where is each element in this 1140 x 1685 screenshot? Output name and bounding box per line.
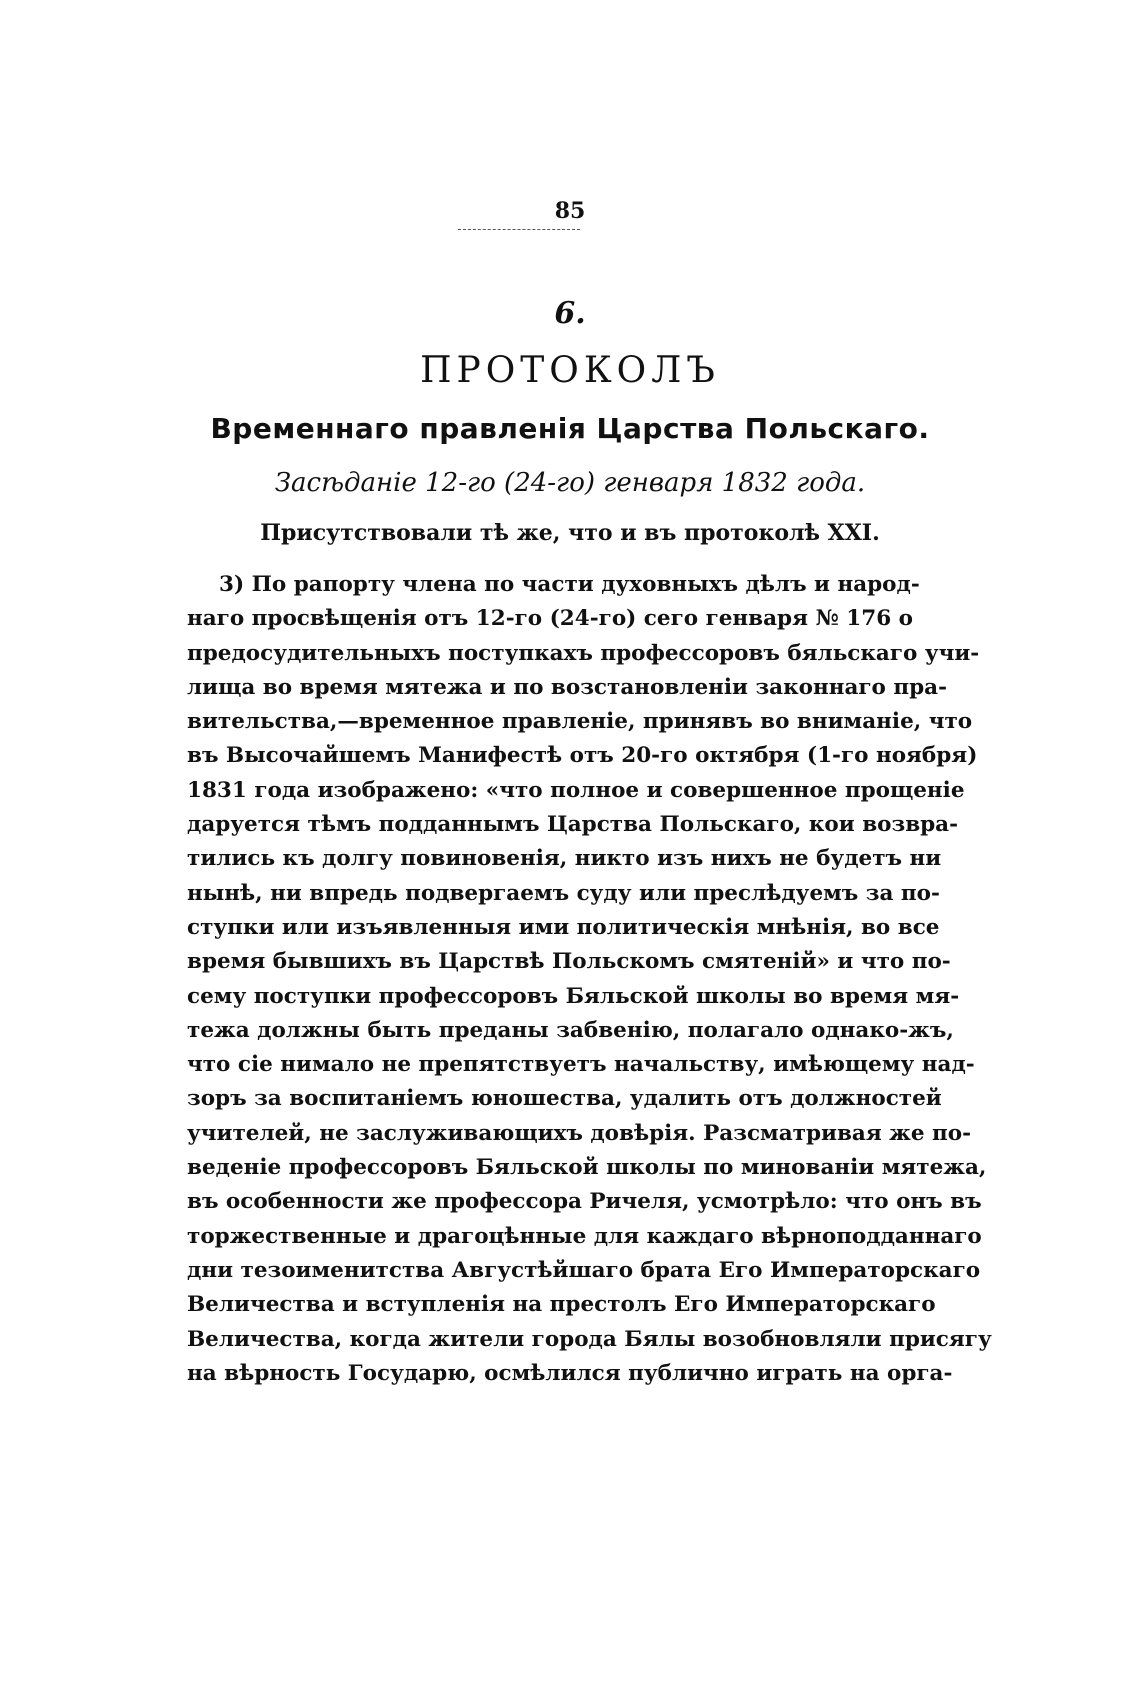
body-line: Величества, когда жители города Бялы возобновляли присягу (187, 1326, 992, 1352)
body-paragraph (187, 568, 992, 1391)
body-line: учителей, не заслуживающихъ довѣрія. Разсматривая же по- (187, 1120, 972, 1146)
body-line: тились къ долгу повиновенія, никто изъ нихъ не будетъ ни (187, 846, 942, 872)
body-line: предосудительныхъ поступкахъ профессоровъ бяльскаго учи- (187, 640, 980, 666)
body-line: нынѣ, ни впредь подвергаемъ суду или преслѣдуемъ за по- (187, 880, 940, 906)
body-line: 1831 года изображено: «что полное и совершенное прощеніе (187, 777, 965, 803)
body-line: ступки или изъявленныя ими политическія мнѣнія, во все (187, 914, 940, 940)
body-line: торжественные и драгоцѣнные для каждаго вѣрноподданнаго (187, 1223, 982, 1249)
body-line: время бывшихъ въ Царствѣ Польскомъ смятеній» и что по- (187, 949, 951, 975)
body-line: 3) По рапорту члена по части духовныхъ дѣлъ и народ- (219, 572, 920, 597)
body-line: что сіе нимало не препятствуетъ начальству, имѣющему над- (187, 1052, 975, 1078)
body-line: наго просвѣщенія отъ 12-го (24-го) сего генваря № 176 о (187, 606, 914, 632)
body-line: дни тезоименитства Августѣйшаго брата Его Императорскаго (187, 1257, 981, 1283)
body-line: зоръ за воспитаніемъ юношества, удалить отъ должностей (187, 1086, 942, 1112)
page-number: 85 (554, 198, 586, 224)
body-line: тежа должны быть преданы забвенію, полагало однако-жъ, (187, 1017, 954, 1043)
body-line: лища во время мятежа и по возстановленіи законнаго пра- (187, 674, 948, 700)
body-line: даруется тѣмъ подданнымъ Царства Польскаго, кои возвра- (187, 812, 959, 838)
document-title: ПРОТОКОЛЪ (420, 350, 720, 391)
body-line: въ особенности же профессора Ричеля, усмотрѣло: что онъ въ (187, 1189, 982, 1215)
body-line: въ Высочайшемъ Манифестѣ отъ 20-го октября (1-го ноября) (187, 743, 978, 769)
body-line: на вѣрность Государю, осмѣлился публично играть на орга- (187, 1360, 953, 1386)
body-line: веденіе профессоровъ Бяльской школы по минованіи мятежа, (187, 1155, 987, 1181)
body-line: вительства,—временное правленіе, принявъ во вниманіе, что (187, 709, 973, 735)
body-line: Величества и вступленія на престолъ Его Императорскаго (187, 1292, 936, 1318)
attendance-line: Присутствовали тѣ же, что и въ протоколѣ XXI. (260, 520, 880, 546)
session-date: Засѣданіе 12-го (24-го) генваря 1832 года. (274, 468, 866, 498)
document-number: 6. (554, 296, 586, 331)
body-line: сему поступки профессоровъ Бяльской школы во время мя- (187, 983, 960, 1009)
page-number-rule (458, 229, 580, 230)
document-subtitle: Временнаго правленія Царства Польскаго. (210, 412, 930, 445)
